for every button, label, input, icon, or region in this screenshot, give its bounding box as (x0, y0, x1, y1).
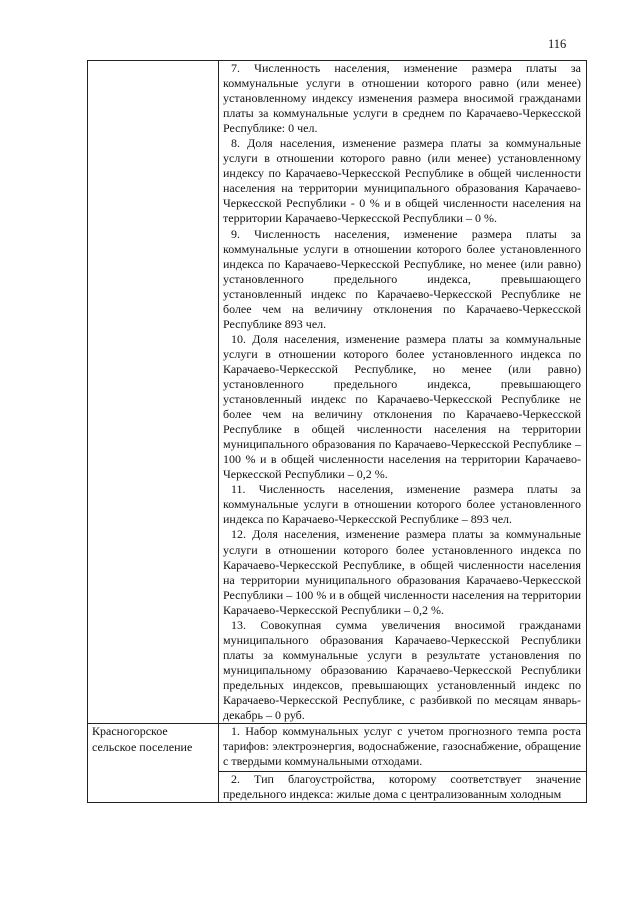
municipality-cell (88, 61, 219, 724)
indicator-item: 12. Доля населения, изменение размера платы за коммунальные услуги в отношении которого более установленного индекса по Карачаево-Черкесской Республике, в общей численности населения на территории муниципального образования Карачаево-Черкесской Республики – 100 % и в общей численности населения на территории Карачаево-Черкесской Республики – 0,2 %. (223, 527, 581, 617)
table-row (88, 61, 587, 724)
indicator-item: 1. Набор коммунальных услуг с учетом прогнозного темпа роста тарифов: электроэнергия, водоснабжение, газоснабжение, обращение с твердыми коммунальными отходами. (223, 724, 581, 769)
indicator-item: 8. Доля населения, изменение размера платы за коммунальные услуги в отношении которого равно (или менее) установленному индексу по Карачаево-Черкесской Республике в общей численности населения на территории муниципального образования Карачаево-Черкесской Республики - 0 % и в общей численности населения на территории Карачаево-Черкесской Республики – 0 %. (223, 136, 581, 226)
indicator-item: 9. Численность населения, изменение размера платы за коммунальные услуги в отношении которого более установленного индекса по Карачаево-Черкесской Республике, но менее (или равно) установленного предельного индекса, превышающего установленный индекс по Карачаево-Черкесской Республике не более чем на величину отклонения по Карачаево-Черкесской Республике 893 чел. (223, 226, 581, 331)
page-number: 116 (548, 37, 567, 51)
document-table (87, 60, 587, 803)
indicator-item: 10. Доля населения, изменение размера платы за коммунальные услуги в отношении которого более установленного индекса по Карачаево-Черкесской Республике, но менее (или равно) установленного предельного индекса, превышающего установленный индекс по Карачаево-Черкесской Республике не более чем на величину отклонения по Карачаево-Черкесской Республике в общей численности населения на территории муниципального образования по Карачаево-Черкесской Республике – 100 % и в общей численности населения на территории Карачаево-Черкесской Республики – 0,2 %. (223, 331, 581, 482)
indicator-item: 2. Тип благоустройства, которому соответствует значение предельного индекса: жилые дома с централизованным холодным (223, 771, 581, 801)
indicator-item: 7. Численность населения, изменение размера платы за коммунальные услуги в отношении которого равно (или менее) установленному индексу изменения размера вносимой гражданами платы за коммунальные услуги в среднем по Карачаево-Черкесской Республике: 0 чел. (223, 61, 581, 136)
municipality-name: Красногорское сельское поселение (92, 724, 193, 754)
indicators-cell (219, 724, 587, 803)
indicator-item: 13. Совокупная сумма увеличения вносимой гражданами муниципального образования Карачаево-Черкесской Республики платы за коммунальные услуги в результате установления по муниципальному образованию Карачаево-Черкесской Республики предельных индексов, превышающих установленный индекс по Карачаево-Черкесской Республике, с разбивкой по месяцам январь-декабрь – 0 руб. (223, 617, 581, 723)
municipality-cell (88, 724, 219, 803)
indicator-item: 11. Численность населения, изменение размера платы за коммунальные услуги в отношении которого более установленного индекса по Карачаево-Черкесской Республике – 893 чел. (223, 482, 581, 527)
table-row (88, 724, 587, 803)
indicators-cell (219, 61, 587, 724)
